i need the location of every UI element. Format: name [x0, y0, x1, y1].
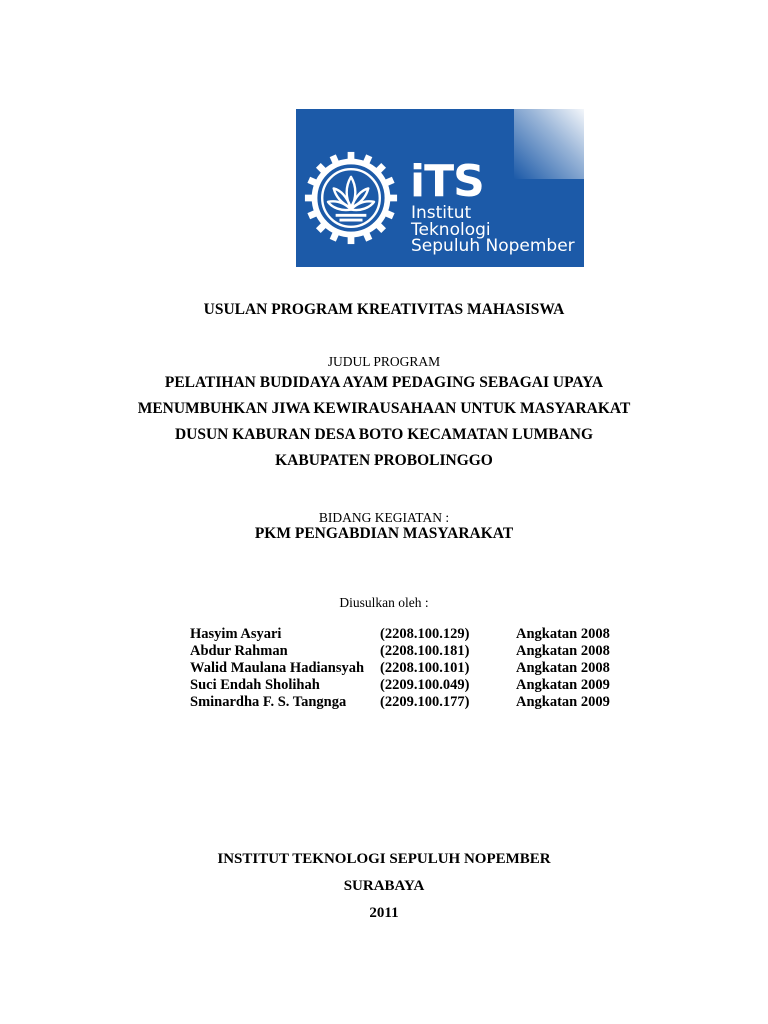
member-list — [190, 626, 626, 711]
logo-corner-fade — [514, 109, 584, 179]
program-title-line: KABUPATEN PROBOLINGGO — [275, 452, 493, 469]
member-year: Angkatan 2008 — [516, 660, 610, 676]
member-year: Angkatan 2008 — [516, 643, 610, 659]
member-year: Angkatan 2008 — [516, 626, 610, 642]
program-title — [0, 370, 768, 474]
field-label: BIDANG KEGIATAN : — [318, 510, 450, 525]
proposed-by-label: Diusulkan oleh : — [339, 595, 429, 610]
member-year: Angkatan 2009 — [516, 694, 610, 710]
member-row — [190, 677, 626, 694]
footer-institution: INSTITUT TEKNOLOGI SEPULUH NOPEMBER — [217, 851, 551, 867]
member-nrp: (2209.100.177) — [380, 694, 470, 710]
footer-year: 2011 — [369, 905, 399, 921]
member-name: Abdur Rahman — [190, 643, 288, 659]
its-gear-lotus-emblem-icon — [303, 150, 399, 246]
member-nrp: (2208.100.181) — [380, 643, 470, 659]
its-logo-line: Institut — [411, 203, 472, 223]
its-logo-abbreviation: iTS — [410, 156, 484, 207]
member-name: Walid Maulana Hadiansyah — [190, 660, 365, 676]
member-row — [190, 626, 626, 643]
member-year: Angkatan 2009 — [516, 677, 610, 693]
program-title-line: DUSUN KABURAN DESA BOTO KECAMATAN LUMBANG — [174, 426, 594, 443]
member-name: Suci Endah Sholihah — [190, 677, 320, 693]
program-title-line: PELATIHAN BUDIDAYA AYAM PEDAGING SEBAGAI UPAYA — [164, 374, 604, 391]
its-logo-line: Teknologi — [411, 219, 491, 240]
member-name: Hasyim Asyari — [190, 626, 282, 642]
program-title-line: MENUMBUHKAN JIWA KEWIRAUSAHAAN UNTUK MASYARAKAT — [137, 400, 631, 417]
field-value: PKM PENGABDIAN MASYARAKAT — [254, 525, 514, 542]
member-row — [190, 660, 626, 677]
member-nrp: (2208.100.101) — [380, 660, 470, 676]
its-logo-name — [411, 205, 575, 255]
program-title-label: JUDUL PROGRAM — [327, 354, 441, 369]
footer-city: SURABAYA — [343, 878, 425, 894]
member-nrp: (2208.100.129) — [380, 626, 470, 642]
member-row — [190, 643, 626, 660]
member-nrp: (2209.100.049) — [380, 677, 470, 693]
document-title: USULAN PROGRAM KREATIVITAS MAHASISWA — [203, 301, 565, 318]
its-logo-line: Sepuluh Nopember — [411, 236, 575, 256]
footer — [0, 846, 768, 927]
member-row — [190, 694, 626, 711]
member-name: Sminardha F. S. Tangnga — [190, 694, 347, 710]
